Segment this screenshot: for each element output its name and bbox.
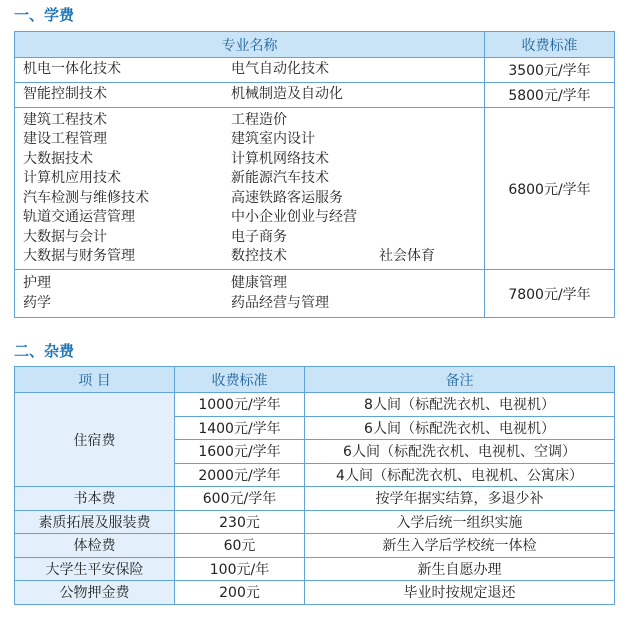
major-name: 智能控制技术: [23, 86, 107, 103]
majors-cell: [15, 83, 485, 108]
tuition-fee: 5800元/学年: [485, 83, 615, 108]
fee-item: 体检费: [15, 534, 175, 558]
major-name: 建筑室内设计: [231, 131, 315, 147]
fee-standard: 230元: [175, 510, 305, 534]
misc-fee-row: [15, 487, 615, 511]
section-title-tuition: 一、学费: [14, 6, 75, 24]
fee-standard: 2000元/学年: [175, 463, 305, 487]
section-title-misc-fees: 二、杂费: [14, 342, 75, 360]
major-name: 大数据与会计: [23, 228, 107, 245]
majors-list: [23, 60, 478, 80]
fee-item: 公物押金费: [15, 581, 175, 605]
major-name: 轨道交通运营管理: [23, 209, 135, 225]
major-header: 专业名称: [15, 32, 485, 58]
fee-item: 素质拓展及服装费: [15, 510, 175, 534]
major-name: [379, 208, 478, 228]
major-name: 药品经营与管理: [231, 294, 329, 311]
tuition-row: [15, 108, 615, 270]
tuition-table: [14, 31, 615, 318]
major-name: [379, 85, 478, 105]
major-name: 电子商务: [231, 228, 287, 245]
major-name: [379, 294, 478, 314]
major-name: 护理: [23, 275, 51, 291]
tuition-row: [15, 83, 615, 108]
major-name: 大数据与财务管理: [23, 248, 135, 264]
fee-note: 新生自愿办理: [305, 557, 615, 581]
major-name: [379, 130, 478, 150]
fee-note: 毕业时按规定退还: [305, 581, 615, 605]
tuition-fee: 7800元/学年: [485, 270, 615, 318]
major-name: [379, 60, 478, 80]
major-name: 社会体育: [379, 248, 435, 264]
major-name: [379, 111, 478, 131]
major-name: 汽车检测与维修技术: [23, 189, 149, 206]
fee-item: 大学生平安保险: [15, 557, 175, 581]
major-name: [379, 169, 478, 189]
major-name: 中小企业创业与经营: [231, 209, 357, 225]
misc-fee-row: [15, 534, 615, 558]
fee-note: 8人间（标配洗衣机、电视机）: [305, 393, 615, 417]
tuition-fee: 3500元/学年: [485, 58, 615, 83]
major-name: 机械制造及自动化: [231, 86, 343, 103]
fee-note: 入学后统一组织实施: [305, 510, 615, 534]
fee-standard: 200元: [175, 581, 305, 605]
major-name: [379, 228, 478, 248]
standard-header: 收费标准: [175, 367, 305, 393]
major-name: 大数据技术: [23, 150, 93, 167]
majors-cell: [15, 270, 485, 318]
major-name: 计算机网络技术: [231, 150, 329, 167]
majors-list: [23, 111, 478, 267]
major-name: 建筑工程技术: [23, 111, 107, 128]
fee-standard: 1000元/学年: [175, 393, 305, 417]
majors-cell: [15, 108, 485, 270]
major-name: 高速铁路客运服务: [231, 189, 343, 206]
misc-fee-row: [15, 581, 615, 605]
tuition-fee: 6800元/学年: [485, 108, 615, 270]
fee-standard: 1600元/学年: [175, 440, 305, 464]
major-name: 计算机应用技术: [23, 170, 121, 186]
tuition-row: [15, 270, 615, 318]
major-name: 电气自动化技术: [231, 61, 329, 78]
majors-list: [23, 85, 478, 105]
fee-standard: 1400元/学年: [175, 416, 305, 440]
item-header: 项 目: [15, 367, 175, 393]
fee-item: 书本费: [15, 487, 175, 511]
fee-item: 住宿费: [15, 393, 175, 487]
fee-note: 6人间（标配洗衣机、电视机）: [305, 416, 615, 440]
major-name: [379, 189, 478, 209]
fee-standard: 100元/年: [175, 557, 305, 581]
misc-fee-row: [15, 510, 615, 534]
major-name: 药学: [23, 294, 51, 311]
major-name: 健康管理: [231, 275, 287, 291]
misc-fee-row: [15, 557, 615, 581]
major-name: 工程造价: [231, 111, 287, 128]
misc-fees-table: [14, 366, 615, 605]
fee-note: 新生入学后学校统一体检: [305, 534, 615, 558]
majors-cell: [15, 58, 485, 83]
majors-list: [23, 274, 478, 313]
fee-standard: 60元: [175, 534, 305, 558]
major-name: 建设工程管理: [23, 131, 107, 147]
major-name: [379, 274, 478, 294]
fee-header: 收费标准: [485, 32, 615, 58]
misc-fee-row: [15, 393, 615, 417]
fee-note: 4人间（标配洗衣机、电视机、公寓床）: [305, 463, 615, 487]
fee-note: 6人间（标配洗衣机、电视机、空调）: [305, 440, 615, 464]
note-header: 备注: [305, 367, 615, 393]
major-name: 机电一体化技术: [23, 61, 121, 78]
major-name: [379, 150, 478, 170]
major-name: 数控技术: [231, 248, 287, 264]
fee-standard: 600元/学年: [175, 487, 305, 511]
major-name: 新能源汽车技术: [231, 170, 329, 186]
fee-note: 按学年据实结算，多退少补: [305, 487, 615, 511]
tuition-row: [15, 58, 615, 83]
